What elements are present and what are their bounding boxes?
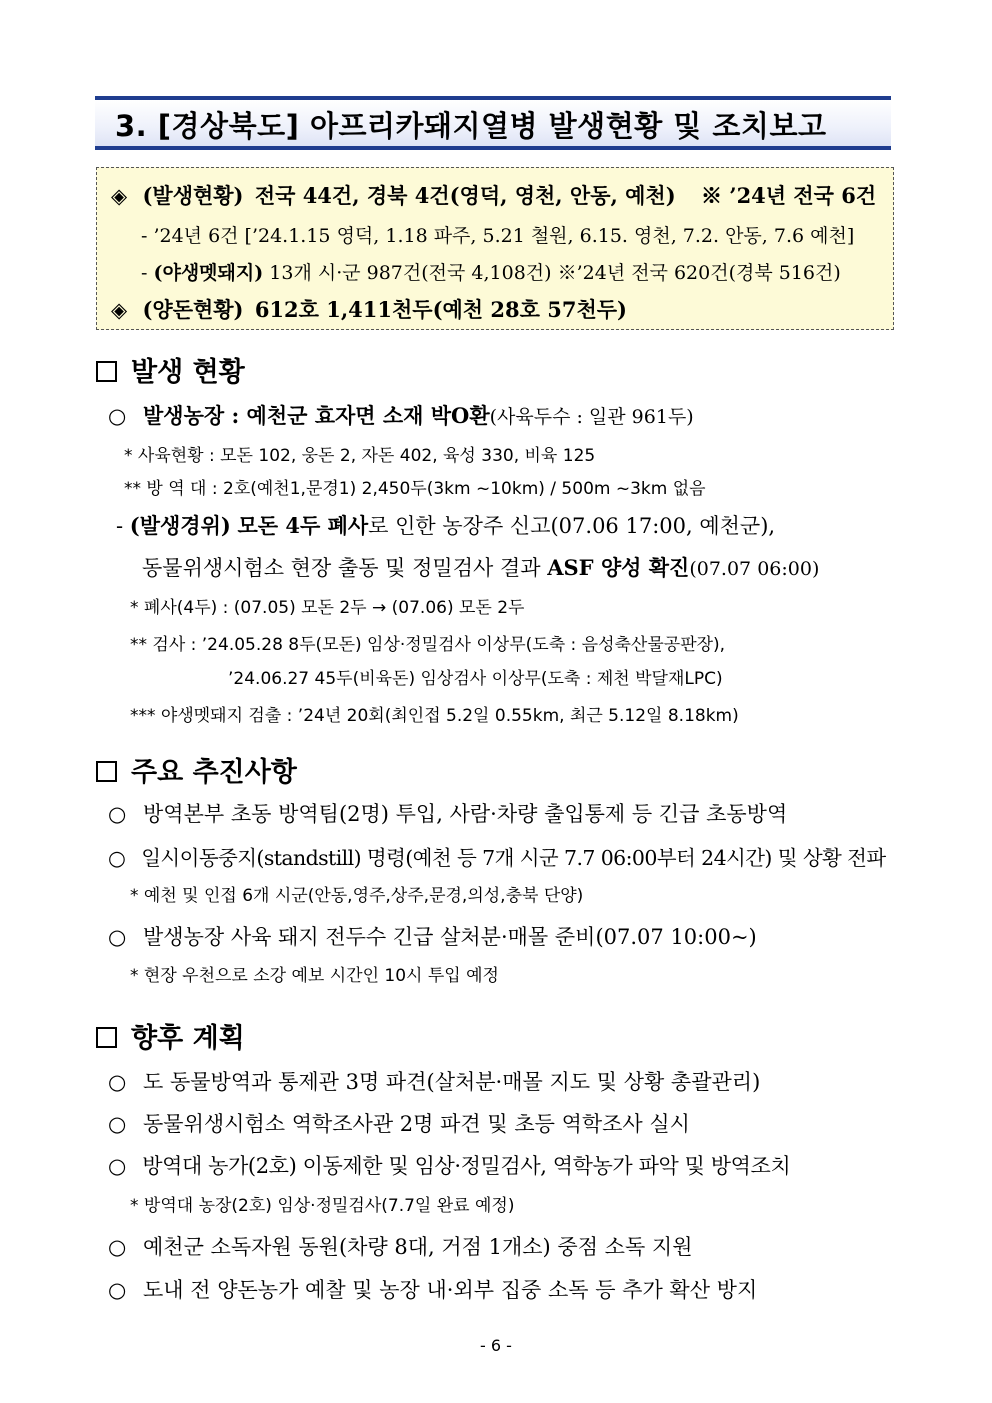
note-test-2: ’24.06.27 45두(비육돈) 임상검사 이상무(도축 : 제천 박달재LPC)	[228, 669, 723, 689]
summary-sub-wildboar	[141, 258, 841, 285]
circumstance-bold: 모돈 4두 폐사	[237, 513, 369, 538]
note-zone: ** 방 역 대 : 2호(예천1,문경1) 2,450두(3km ~10km) / 500m ~3km 없음	[124, 479, 706, 499]
occurrence-farm-label: 발생농장 : 예천군 효자면 소재 박O환	[143, 403, 490, 428]
diamond-bullet-icon: ◈	[111, 297, 128, 322]
plan-item-text: 도 동물방역과 통제관 3명 파견(살처분·매몰 지도 및 상황 총괄관리)	[143, 1070, 761, 1094]
summary-label-occurrence: (발생현황)	[142, 183, 244, 208]
action-note-1: * 예천 및 인접 6개 시군(안동,영주,상주,문경,의성,충북 단양)	[130, 886, 584, 906]
page-title: 3. [경상북도] 아프리카돼지열병 발생현황 및 조치보고	[115, 109, 827, 143]
plan-item-text: 도내 전 양돈농가 예찰 및 농장 내·외부 집중 소독 등 추가 확산 방지	[143, 1278, 758, 1302]
summary-text-wildboar: 13개 시·군 987건(전국 4,108건) ※’24년 전국 620건(경북 516건)	[269, 262, 841, 284]
circle-bullet-icon: ○	[108, 925, 127, 949]
section-heading-actions	[96, 750, 297, 789]
summary-bullet-occurrence	[111, 180, 876, 210]
summary-text-occurrence: 전국 44건, 경북 4건(영덕, 영천, 안동, 예천)	[254, 183, 676, 208]
section-heading-text: 발생 현황	[131, 357, 245, 388]
note-death: * 폐사(4두) : (07.05) 모돈 2두 → (07.06) 모돈 2두	[130, 598, 525, 618]
summary-label-pigfarm: (양돈현황)	[142, 297, 244, 322]
circumstance-label: (발생경위)	[129, 513, 231, 538]
note-wildboar: *** 야생멧돼지 검출 : ’24년 20회(최인접 5.2일 0.55km, 최근 5.12일 8.18km)	[130, 706, 739, 726]
circle-bullet-icon: ○	[108, 1112, 127, 1136]
plan-item-text: 예천군 소독자원 동원(차량 8대, 거점 1개소) 중점 소독 지원	[143, 1235, 693, 1259]
plan-item	[108, 1066, 760, 1096]
summary-sub-2024: - ’24년 6건 [’24.1.15 영덕, 1.18 파주, 5.21 철원, 6.15. 영천, 7.2. 안동, 7.6 예천]	[141, 225, 855, 247]
action-item	[108, 921, 757, 951]
plan-note-1: * 방역대 농장(2호) 임상·정밀검사(7.7일 완료 예정)	[130, 1196, 515, 1216]
page-number: - 6 -	[480, 1336, 512, 1355]
circumstance2-text: 동물위생시험소 현장 출동 및 정밀검사 결과	[142, 556, 548, 580]
circumstance2-bold: ASF 양성 확진	[547, 555, 690, 580]
summary-bullet-pigfarm	[111, 294, 627, 324]
square-bullet-icon	[96, 1027, 117, 1048]
occurrence-farm-detail: (사육두수 : 일관 961두)	[489, 406, 694, 428]
occurrence-circumstance	[116, 510, 775, 540]
circle-bullet-icon: ○	[108, 1278, 127, 1302]
action-item-text: 발생농장 사육 돼지 전두수 긴급 살처분·매몰 준비(07.07 10:00~)	[143, 925, 757, 949]
plan-item-text: 동물위생시험소 역학조사관 2명 파견 및 초등 역학조사 실시	[143, 1112, 690, 1136]
summary-text-pigfarm: 612호 1,411천두(예천 28호 57천두)	[254, 297, 627, 322]
note-stock: * 사육현황 : 모돈 102, 웅돈 2, 자돈 402, 육성 330, 비육 125	[124, 446, 596, 466]
section-heading-plans	[96, 1016, 245, 1055]
section-heading-text: 주요 추진사항	[131, 757, 297, 788]
circle-bullet-icon: ○	[108, 1154, 126, 1178]
section-heading-text: 향후 계획	[131, 1023, 245, 1054]
circle-bullet-icon: ○	[108, 1070, 127, 1094]
action-item-text: 일시이동중지(standstill) 명령(예천 등 7개 시군 7.7 06:00부터 24시간) 및 상황 전파	[141, 846, 886, 870]
action-item	[108, 798, 787, 828]
summary-note-2024: ※ ’24년 전국 6건	[700, 183, 877, 208]
circle-bullet-icon: ○	[108, 404, 127, 428]
plan-item	[108, 1231, 693, 1261]
action-note-2: * 현장 우천으로 소강 예보 시간인 10시 투입 예정	[130, 966, 499, 986]
circumstance2-time: (07.07 06:00)	[689, 558, 820, 580]
title-bar	[95, 96, 891, 150]
square-bullet-icon	[96, 761, 117, 782]
plan-item	[108, 1108, 690, 1138]
occurrence-farm	[108, 400, 694, 430]
plan-item-text: 방역대 농가(2호) 이동제한 및 임상·정밀검사, 역학농가 파악 및 방역조치	[142, 1154, 791, 1178]
occurrence-circumstance-2	[142, 552, 819, 582]
diamond-bullet-icon: ◈	[111, 183, 128, 208]
plan-item	[108, 1274, 757, 1304]
circle-bullet-icon: ○	[108, 802, 127, 826]
square-bullet-icon	[96, 361, 117, 382]
action-item-text: 방역본부 초동 방역팀(2명) 투입, 사람·차량 출입통제 등 긴급 초동방역	[143, 802, 788, 826]
note-test-1: ** 검사 : ’24.05.28 8두(모돈) 임상·정밀검사 이상무(도축 : 음성축산물공판장),	[130, 635, 726, 655]
summary-label-wildboar: (야생멧돼지)	[153, 262, 264, 284]
section-heading-occurrence	[96, 350, 245, 389]
circumstance-text: 로 인한 농장주 신고(07.06 17:00, 예천군),	[368, 514, 776, 538]
summary-box	[96, 167, 894, 330]
action-item	[108, 841, 886, 871]
circumstance-prefix: -	[116, 514, 130, 538]
circle-bullet-icon: ○	[108, 846, 126, 870]
circle-bullet-icon: ○	[108, 1235, 127, 1259]
plan-item	[108, 1150, 790, 1180]
summary-sub-wildboar-prefix: -	[141, 262, 154, 284]
